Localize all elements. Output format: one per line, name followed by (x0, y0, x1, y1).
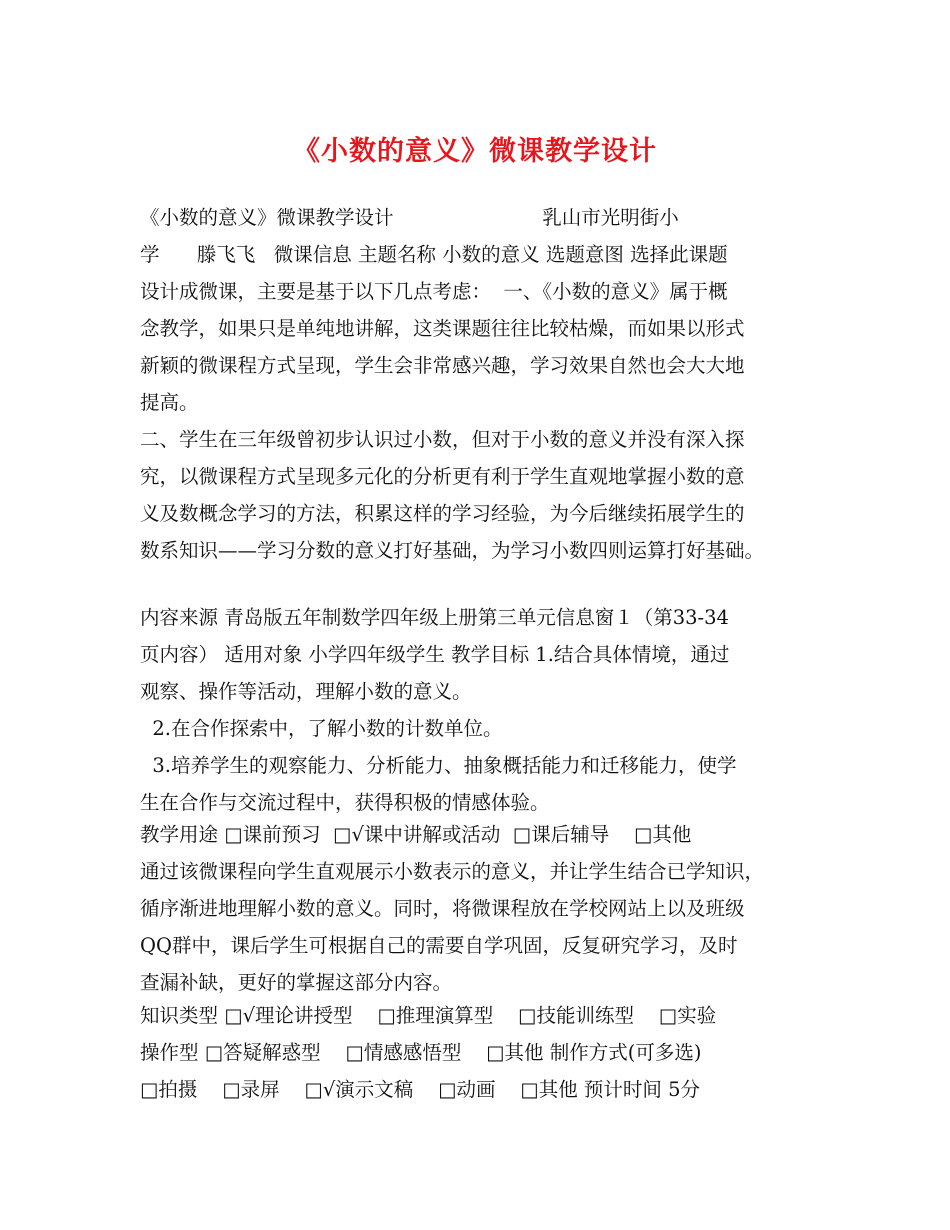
text-line: 页内容） 适用对象 小学四年级学生 教学目标 1.结合具体情境，通过 (140, 643, 730, 666)
text-line: □拍摄 □录屏 □√演示文稿 □动画 □其他 预计时间 5分 (140, 1078, 701, 1101)
text-line: 学 滕飞飞 微课信息 主题名称 小数的意义 选题意图 选择此课题 (140, 243, 728, 266)
text-line: 提高。 (140, 391, 199, 414)
text-line: 《小数的意义》微课教学设计 乳山市光明街小 (140, 206, 679, 229)
text-line: 观察、操作等活动，理解小数的意义。 (140, 680, 472, 703)
document-title: 《小数的意义》微课教学设计 (293, 136, 657, 167)
text-line: 二、学生在三年级曾初步认识过小数，但对于小数的意义并没有深入探 (140, 428, 745, 451)
text-line: 新颖的微课程方式呈现，学生会非常感兴趣，学习效果自然也会大大地 (140, 354, 745, 377)
text-line: 生在合作与交流过程中，获得积极的情感体验。 (140, 791, 550, 814)
text-line: 循序渐进地理解小数的意义。同时，将微课程放在学校网站上以及班级 (140, 897, 745, 920)
text-line: QQ群中，课后学生可根据自己的需要自学巩固，反复研究学习，及时 (140, 934, 738, 957)
text-line: 操作型 □答疑解惑型 □情感感悟型 □其他 制作方式(可多选) (140, 1041, 702, 1064)
text-line: 念教学，如果只是单纯地讲解，这类课题往往比较枯燥，而如果以形式 (140, 317, 745, 340)
text-line: 内容来源 青岛版五年制数学四年级上册第三单元信息窗１（第33-34 (140, 606, 729, 629)
text-line: 通过该微课程向学生直观展示小数表示的意义，并让学生结合已学知识， (140, 860, 765, 883)
text-line: 究，以微课程方式呈现多元化的分析更有利于学生直观地掌握小数的意 (140, 465, 745, 488)
text-line: 2.在合作探索中，了解小数的计数单位。 (140, 717, 503, 740)
text-line: 教学用途 □课前预习 □√课中讲解或活动 □课后辅导 □其他 (140, 823, 692, 846)
text-line: 查漏补缺，更好的掌握这部分内容。 (140, 971, 453, 994)
text-line: 义及数概念学习的方法，积累这样的学习经验，为今后继续拓展学生的 (140, 502, 745, 525)
text-line: 3.培养学生的观察能力、分析能力、抽象概括能力和迁移能力，使学 (140, 754, 737, 777)
text-line: 知识类型 □√理论讲授型 □推理演算型 □技能训练型 □实验 (140, 1004, 717, 1027)
text-line: 设计成微课，主要是基于以下几点考虑： 一、《小数的意义》属于概 (140, 280, 728, 303)
text-line: 数系知识——学习分数的意义打好基础，为学习小数四则运算打好基础。 (140, 539, 765, 562)
